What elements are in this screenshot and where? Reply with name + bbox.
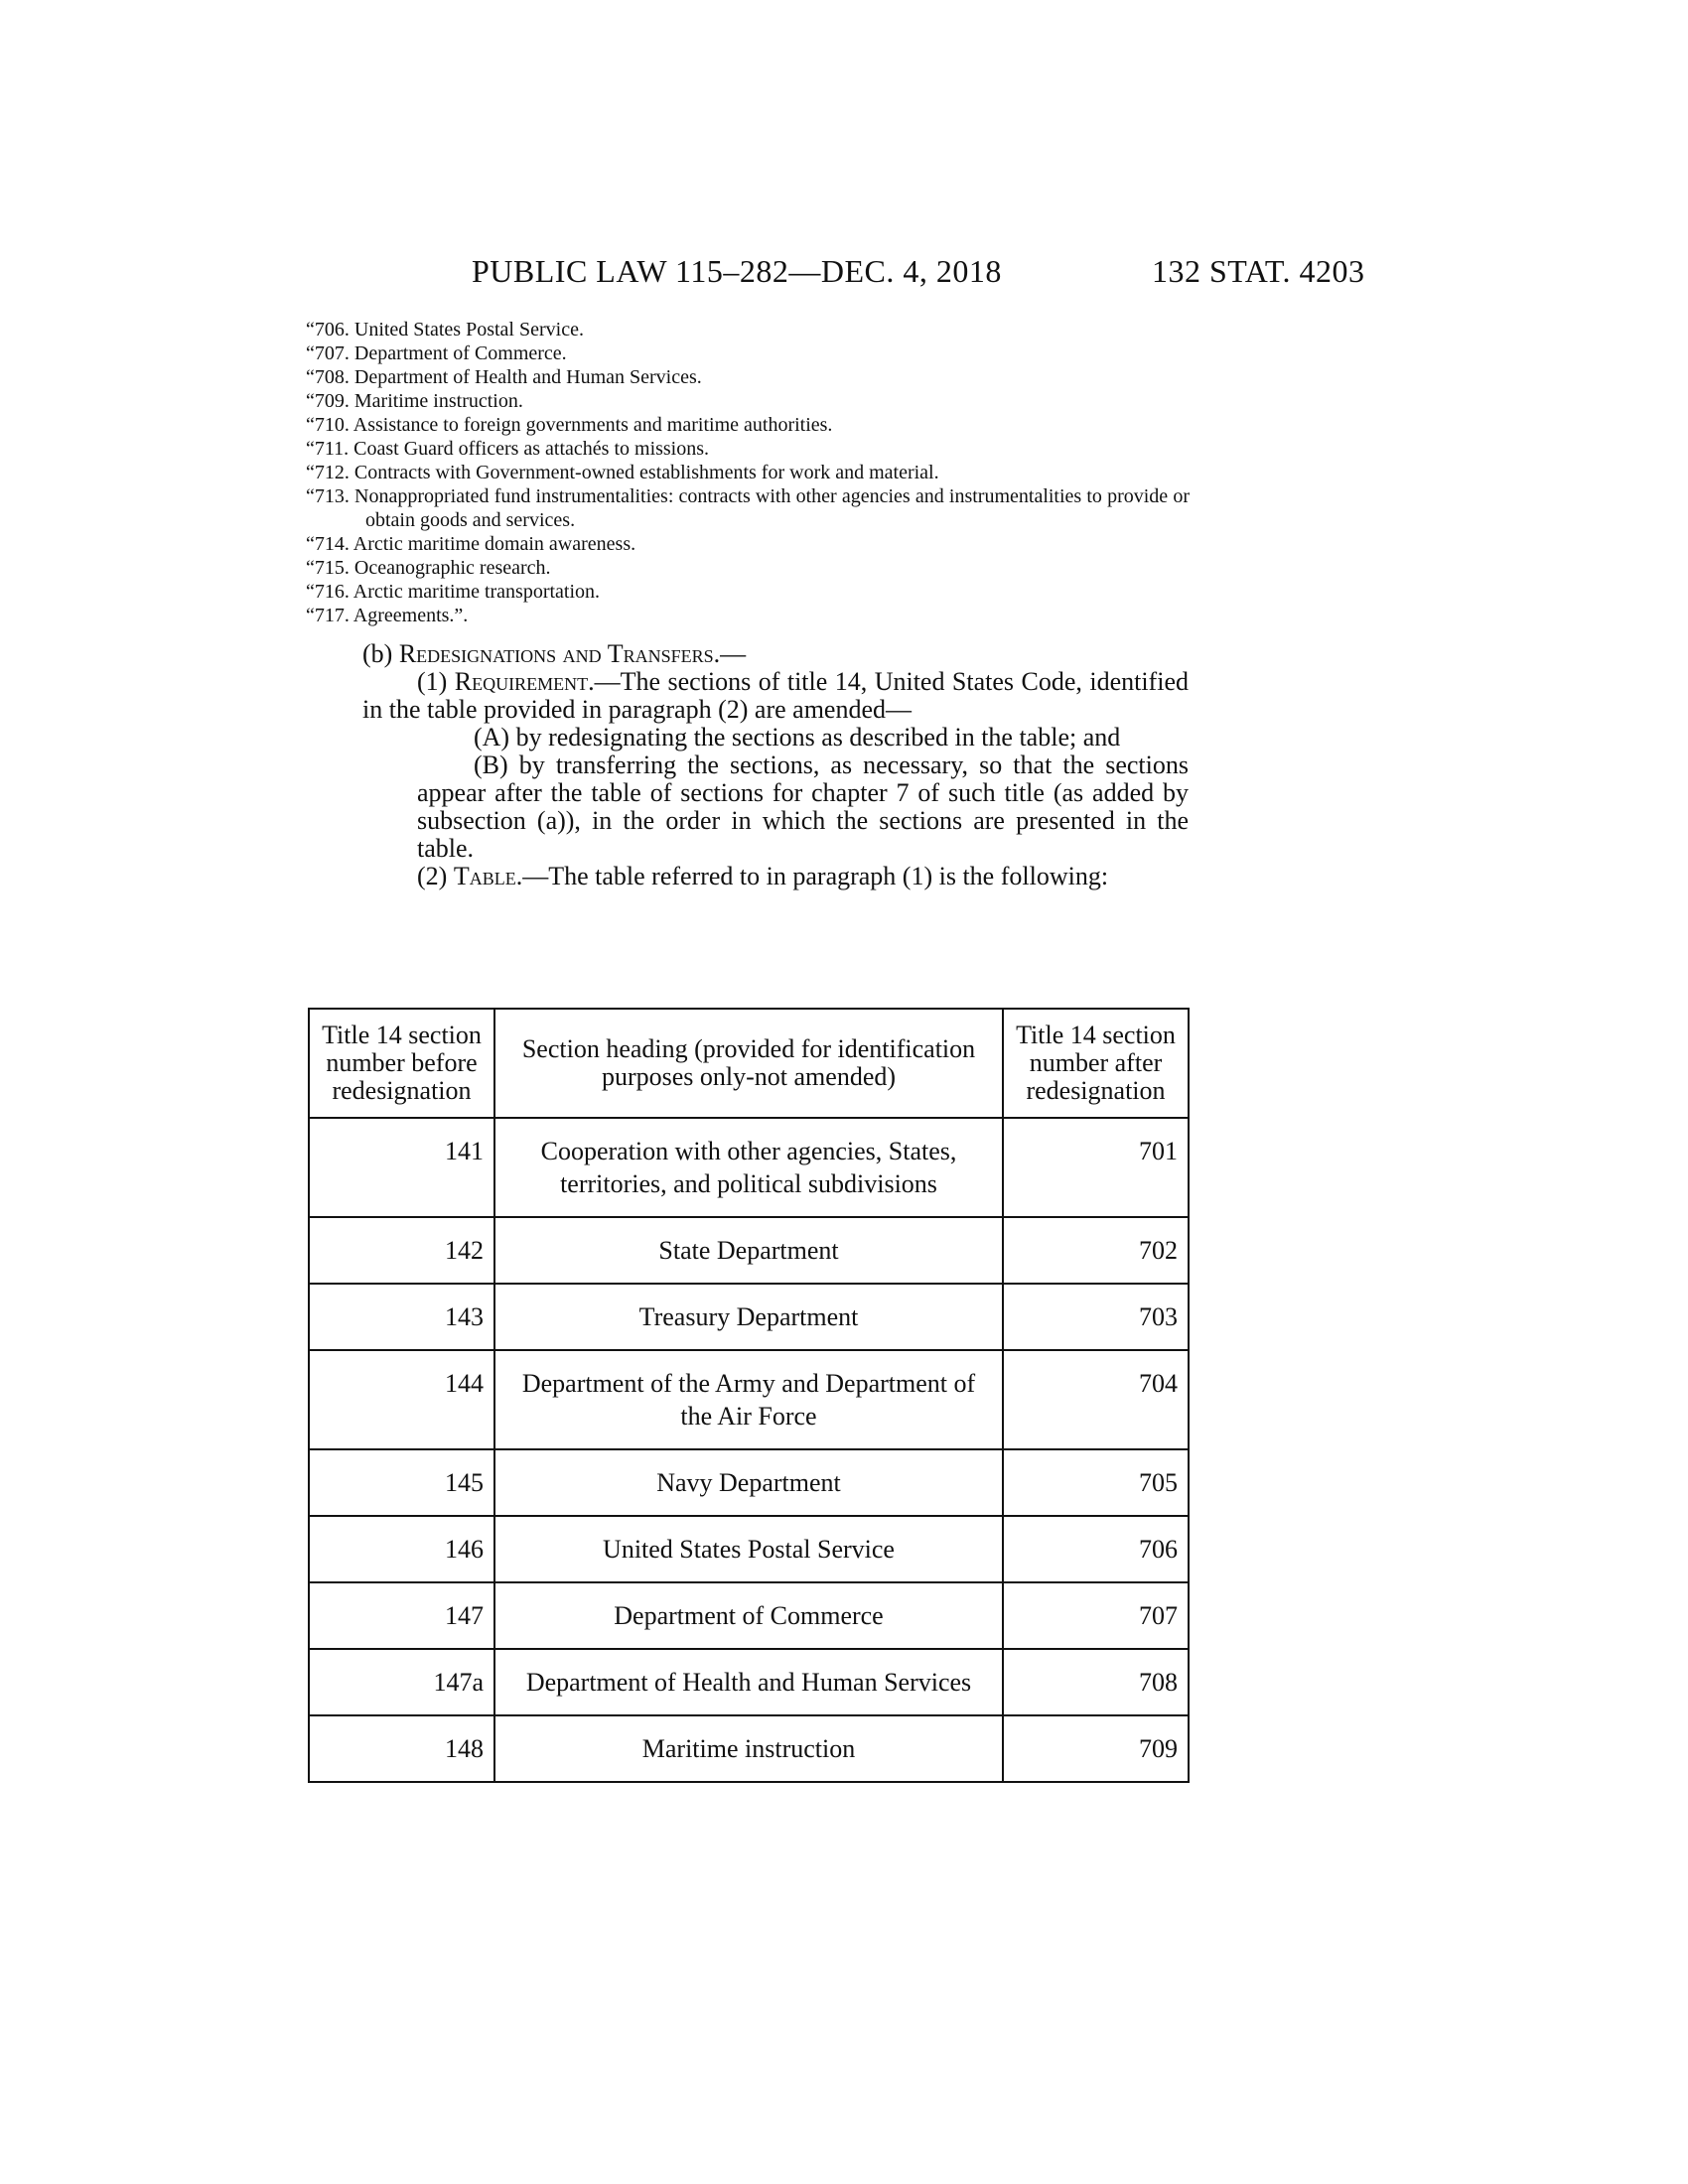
cell-after: 708 [1003, 1649, 1189, 1715]
page-header-stat: 132 STAT. 4203 [1152, 253, 1365, 289]
paragraph-2-heading: Table [453, 862, 516, 890]
cell-heading: Department of Health and Human Services [494, 1649, 1003, 1715]
table-row [309, 1649, 1189, 1715]
cell-after: 706 [1003, 1516, 1189, 1582]
header-after: Title 14 section number after redesignation [1003, 1009, 1189, 1118]
cell-heading: Maritime instruction [494, 1715, 1003, 1782]
table-row [309, 1449, 1189, 1516]
redesignation-table [308, 1008, 1190, 1783]
header-before: Title 14 section number before redesignation [309, 1009, 494, 1118]
cell-heading: Navy Department [494, 1449, 1003, 1516]
cell-after: 702 [1003, 1217, 1189, 1284]
header-heading: Section heading (provided for identification purposes only-not amended) [494, 1009, 1003, 1118]
cell-before: 148 [309, 1715, 494, 1782]
subparagraph-b: (B) by transferring the sections, as necessary, so that the sections appear after the table of sections for chapter 7 of such title (as added by subsection (a)), in the order in which the sections are presented in the table. [417, 751, 1189, 863]
table-row [309, 1715, 1189, 1782]
cell-before: 143 [309, 1284, 494, 1350]
cell-before: 144 [309, 1350, 494, 1449]
subsection-b-heading: Redesignations and Transfers [398, 639, 714, 668]
table-row [309, 1217, 1189, 1284]
toc-entry: “715. Oceanographic research. [306, 557, 551, 579]
table-of-sections [306, 318, 1190, 627]
table-row [309, 1284, 1189, 1350]
cell-before: 142 [309, 1217, 494, 1284]
paragraph-2 [362, 863, 1189, 890]
toc-entry: “714. Arctic maritime domain awareness. [306, 533, 636, 555]
subsection-b-dash: .— [713, 639, 747, 668]
table-row [309, 1350, 1189, 1449]
statute-body [362, 640, 1189, 890]
cell-heading: Cooperation with other agencies, States, territories, and political subdivisions [494, 1118, 1003, 1217]
paragraph-1-text: .—The sections of title 14, United States Code, identified in the table provided in paragraph (2) are amended— [362, 667, 1189, 724]
toc-entry: “709. Maritime instruction. [306, 390, 523, 412]
toc-entry: “708. Department of Health and Human Services. [306, 366, 702, 388]
cell-heading: Department of Commerce [494, 1582, 1003, 1649]
toc-entry: “717. Agreements.”. [306, 605, 469, 626]
cell-after: 703 [1003, 1284, 1189, 1350]
cell-heading: State Department [494, 1217, 1003, 1284]
toc-entry: “706. United States Postal Service. [306, 319, 584, 341]
cell-before: 147a [309, 1649, 494, 1715]
table-row [309, 1516, 1189, 1582]
table-row [309, 1582, 1189, 1649]
toc-entry: “707. Department of Commerce. [306, 342, 567, 364]
page-header-title: PUBLIC LAW 115–282—DEC. 4, 2018 [472, 253, 1002, 289]
toc-entry: “710. Assistance to foreign governments and maritime authorities. [306, 414, 833, 436]
toc-entry: “712. Contracts with Government-owned establishments for work and material. [306, 462, 939, 483]
paragraph-1 [362, 668, 1189, 724]
cell-after: 705 [1003, 1449, 1189, 1516]
cell-before: 146 [309, 1516, 494, 1582]
cell-before: 145 [309, 1449, 494, 1516]
cell-after: 704 [1003, 1350, 1189, 1449]
cell-heading: United States Postal Service [494, 1516, 1003, 1582]
cell-after: 701 [1003, 1118, 1189, 1217]
cell-after: 707 [1003, 1582, 1189, 1649]
table-row [309, 1118, 1189, 1217]
toc-entry: “711. Coast Guard officers as attachés to missions. [306, 438, 710, 460]
paragraph-1-label: (1) [417, 667, 455, 696]
cell-heading: Treasury Department [494, 1284, 1003, 1350]
subparagraph-a: (A) by redesignating the sections as described in the table; and [474, 723, 1121, 751]
cell-heading: Department of the Army and Department of the Air Force [494, 1350, 1003, 1449]
cell-before: 147 [309, 1582, 494, 1649]
paragraph-1-heading: Requirement [454, 667, 589, 696]
table-header-row [309, 1009, 1189, 1118]
toc-entry: “713. Nonappropriated fund instrumentalities: contracts with other agencies and instrumentalities to provide or obtain goods and services. [306, 485, 1190, 531]
cell-after: 709 [1003, 1715, 1189, 1782]
toc-entry: “716. Arctic maritime transportation. [306, 581, 601, 603]
subsection-b-label: (b) [362, 639, 399, 668]
paragraph-2-label: (2) [417, 862, 454, 890]
paragraph-2-text: .—The table referred to in paragraph (1) is the following: [515, 862, 1109, 890]
cell-before: 141 [309, 1118, 494, 1217]
subsection-b [362, 640, 1189, 668]
